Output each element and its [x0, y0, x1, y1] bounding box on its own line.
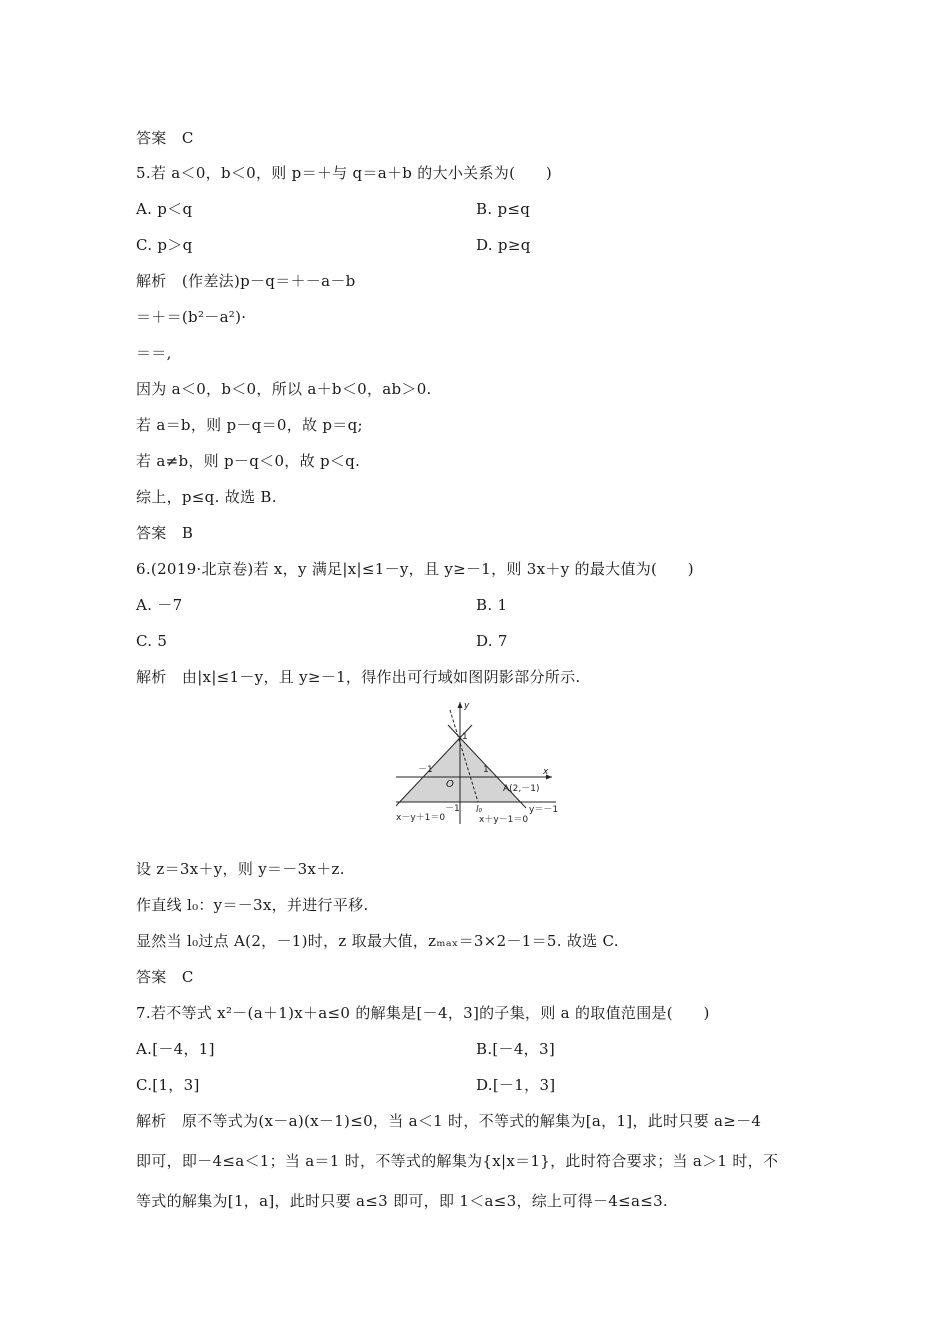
q7-solution-line-1: 解析 原不等式为(x－a)(x－1)≤0，当 a＜1 时，不等式的解集为[a，1]，此时只要 a≥－4 — [136, 1112, 762, 1130]
y-axis-label: y — [464, 701, 470, 711]
line-right-label: x＋y－1＝0 — [479, 815, 529, 825]
x-axis-label: x — [543, 767, 549, 777]
q5-solution-line-2: ＝＋＝(b²－a²)· — [136, 308, 247, 326]
answer-6: 答案 C — [136, 968, 194, 986]
q6-option-c: C. 5 — [136, 632, 168, 650]
question-6: 6.(2019·北京卷)若 x，y 满足|x|≤1－y，且 y≥－1，则 3x＋y 的最大值为( ) — [136, 560, 694, 578]
feasible-region-figure — [396, 698, 566, 826]
y-axis-arrow-icon — [458, 702, 463, 708]
q5-solution-line-3: ＝＝, — [136, 344, 172, 362]
q7-solution-line-2: 即可，即－4≤a＜1；当 a＝1 时，不等式的解集为{x|x＝1}，此时符合要求；当 a＞1 时，不 — [136, 1152, 779, 1170]
l0-label: l₀ — [476, 805, 483, 815]
neg-one-y-label: －1 — [445, 804, 460, 814]
q7-solution-line-3: 等式的解集为[1，a]，此时只要 a≤3 即可，即 1＜a≤3，综上可得－4≤a≤3. — [136, 1192, 668, 1210]
q7-option-a: A.[－4，1] — [136, 1040, 215, 1058]
line-y-eq-neg1-label: y＝－1 — [529, 805, 559, 815]
question-5: 5.若 a＜0，b＜0，则 p＝＋与 q＝a＋b 的大小关系为( ) — [136, 164, 552, 182]
q5-solution-line-5: 若 a＝b，则 p－q＝0，故 p＝q; — [136, 416, 363, 434]
one-x-label: 1 — [483, 765, 489, 775]
top-vertex-label: 1 — [462, 732, 468, 742]
q6-option-a: A. －7 — [136, 596, 183, 614]
q6-solution-line-4: 显然当 l₀过点 A(2，－1)时，z 取最大值，zₘₐₓ＝3×2－1＝5. 故选 C. — [136, 932, 619, 950]
answer-5: 答案 B — [136, 524, 194, 542]
answer-4: 答案 C — [136, 129, 194, 147]
q5-option-c: C. p＞q — [136, 236, 193, 254]
neg-one-x-label: －1 — [418, 765, 433, 775]
q7-option-c: C.[1，3] — [136, 1076, 200, 1094]
q7-option-d: D.[－1，3] — [476, 1076, 556, 1094]
q5-solution-line-4: 因为 a＜0，b＜0，所以 a＋b＜0，ab＞0. — [136, 380, 432, 398]
q5-option-b: B. p≤q — [476, 200, 531, 218]
q6-option-b: B. 1 — [476, 596, 508, 614]
q5-solution-line-6: 若 a≠b，则 p－q＜0，故 p＜q. — [136, 452, 361, 470]
q5-solution-line-7: 综上，p≤q. 故选 B. — [136, 488, 277, 506]
q6-solution-line-3: 作直线 l₀：y＝－3x，并进行平移. — [136, 896, 369, 914]
line-left-label: x－y＋1＝0 — [396, 813, 446, 823]
q7-option-b: B.[－4，3] — [476, 1040, 555, 1058]
q5-option-d: D. p≥q — [476, 236, 531, 254]
q5-option-a: A. p＜q — [136, 200, 193, 218]
point-a-label: A(2,－1) — [503, 784, 540, 794]
q6-solution-line-2: 设 z＝3x＋y，则 y＝－3x＋z. — [136, 860, 345, 878]
q6-option-d: D. 7 — [476, 632, 508, 650]
q5-solution-line-1: 解析 (作差法)p－q＝＋－a－b — [136, 272, 356, 290]
question-7: 7.若不等式 x²－(a＋1)x＋a≤0 的解集是[－4，3]的子集，则 a 的取值范围是( ) — [136, 1004, 710, 1022]
q6-solution-line-1: 解析 由|x|≤1－y，且 y≥－1，得作出可行域如图阴影部分所示. — [136, 668, 581, 686]
origin-label: O — [446, 779, 454, 790]
